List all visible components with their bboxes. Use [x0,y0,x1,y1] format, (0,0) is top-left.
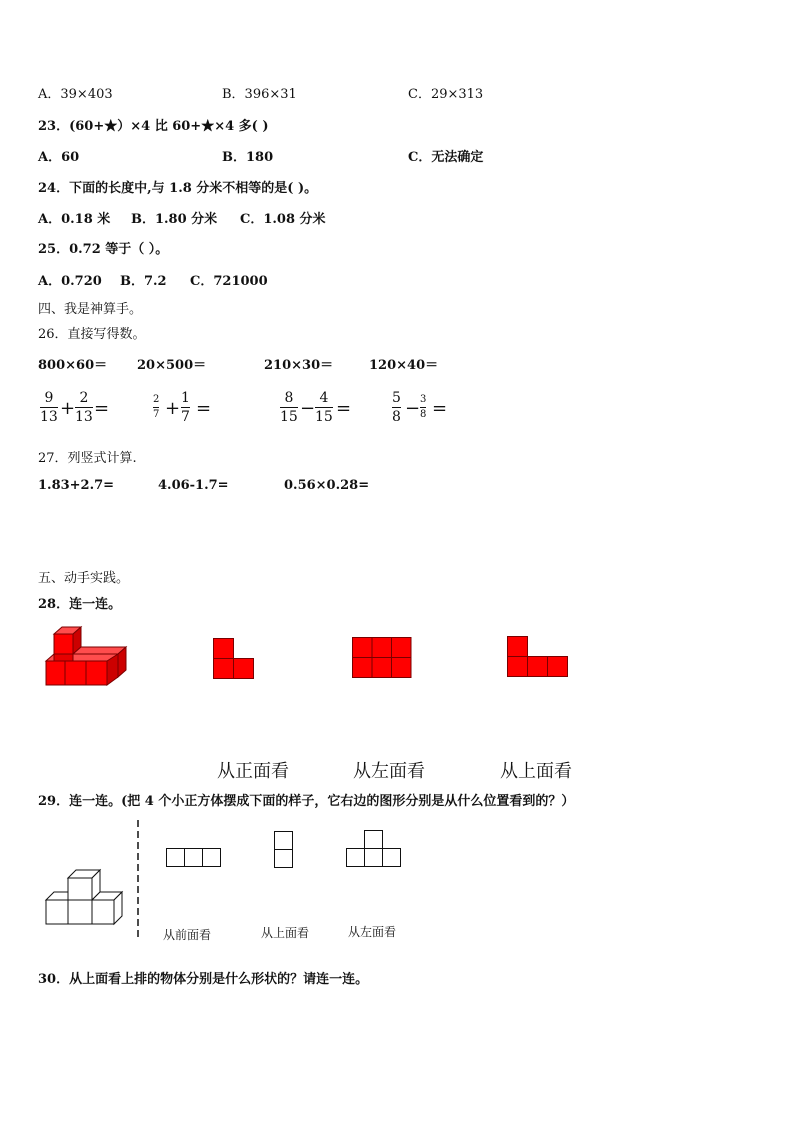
section-4-title: 四、我是神算手。 [38,302,143,317]
q23-stem: 23．(60+★）×4 比 60+★×4 多( ) [38,119,269,134]
q29-dashed-divider [136,820,140,940]
q24-option-b: B．1.80 分米 [131,212,218,227]
q26-fraction-1b: 2 13 [75,390,93,425]
q29-label-top-view: 从上面看 [261,926,310,940]
q28-label-left-view: 从左面看 [353,761,425,782]
q28-label-top-view: 从上面看 [500,761,572,782]
q25-option-b: B．7.2 [120,274,167,289]
q27-expr-1: 1.83+2.7= [38,478,115,493]
q26-fraction-4a: 5 8 [392,390,401,425]
q26-eq-3: = [336,398,352,419]
q27-stem: 27．列竖式计算. [38,451,137,466]
q29-view-shape-t [346,830,402,868]
q22-option-b: B．396×31 [222,87,297,102]
q26-op-4: − [405,398,421,419]
q23-option-a: A．60 [38,150,80,165]
q26-eq-1: = [94,398,110,419]
q30-stem: 30．从上面看上排的物体分别是什么形状的？请连一连。 [38,972,369,987]
q29-view-shape-row [166,848,222,868]
q26-fraction-4b: 3 8 [420,394,427,420]
q27-expr-2: 4.06-1.7= [158,478,229,493]
q28-view-shape-grid [352,637,412,679]
q26-fraction-3a: 8 15 [280,390,298,425]
q28-view-shape-l-long [507,636,569,678]
q25-option-a: A．0.720 [38,274,102,289]
q25-option-c: C．721000 [190,274,268,289]
q24-stem: 24．下面的长度中,与 1.8 分米不相等的是( )。 [38,181,318,196]
q26-expr-1: 800×60＝ [38,358,108,373]
q29-label-front-view: 从前面看 [163,928,212,942]
q28-label-front-view: 从正面看 [217,761,289,782]
q25-stem: 25．0.72 等于（ ）。 [38,242,169,257]
q22-option-a: A．39×403 [38,87,113,102]
q26-fraction-1a: 9 13 [40,390,58,425]
q29-label-left-view: 从左面看 [348,925,397,939]
q28-stem: 28．连一连。 [38,597,122,612]
q23-option-c: C．无法确定 [408,150,484,165]
q29-cube-stack-figure [44,868,124,926]
q26-expr-4: 120×40＝ [369,358,439,373]
q28-cube-stack-figure [44,626,128,686]
q28-view-shape-l-small [213,638,255,680]
q26-expr-2: 20×500＝ [137,358,207,373]
q29-stem: 29．连一连。(把 4 个小正方体摆成下面的样子，它右边的图形分别是从什么位置看到的？） [38,794,575,809]
q26-eq-2: = [196,398,212,419]
section-5-title: 五、动手实践。 [38,571,130,586]
q26-eq-4: = [432,398,448,419]
q26-fraction-2a: 2 7 [153,394,160,420]
q26-fraction-2b: 1 7 [181,390,190,425]
q26-expr-3: 210×30＝ [264,358,334,373]
q26-fraction-3b: 4 15 [315,390,333,425]
q26-op-1: + [60,398,76,419]
q26-op-3: − [300,398,316,419]
q26-op-2: + [165,398,181,419]
q29-view-shape-column [274,831,294,869]
q24-option-c: C．1.08 分米 [240,212,326,227]
q24-option-a: A．0.18 米 [38,212,111,227]
q23-option-b: B．180 [222,150,274,165]
q27-expr-3: 0.56×0.28= [284,478,370,493]
q22-option-c: C．29×313 [408,87,484,102]
q26-stem: 26．直接写得数。 [38,327,146,342]
